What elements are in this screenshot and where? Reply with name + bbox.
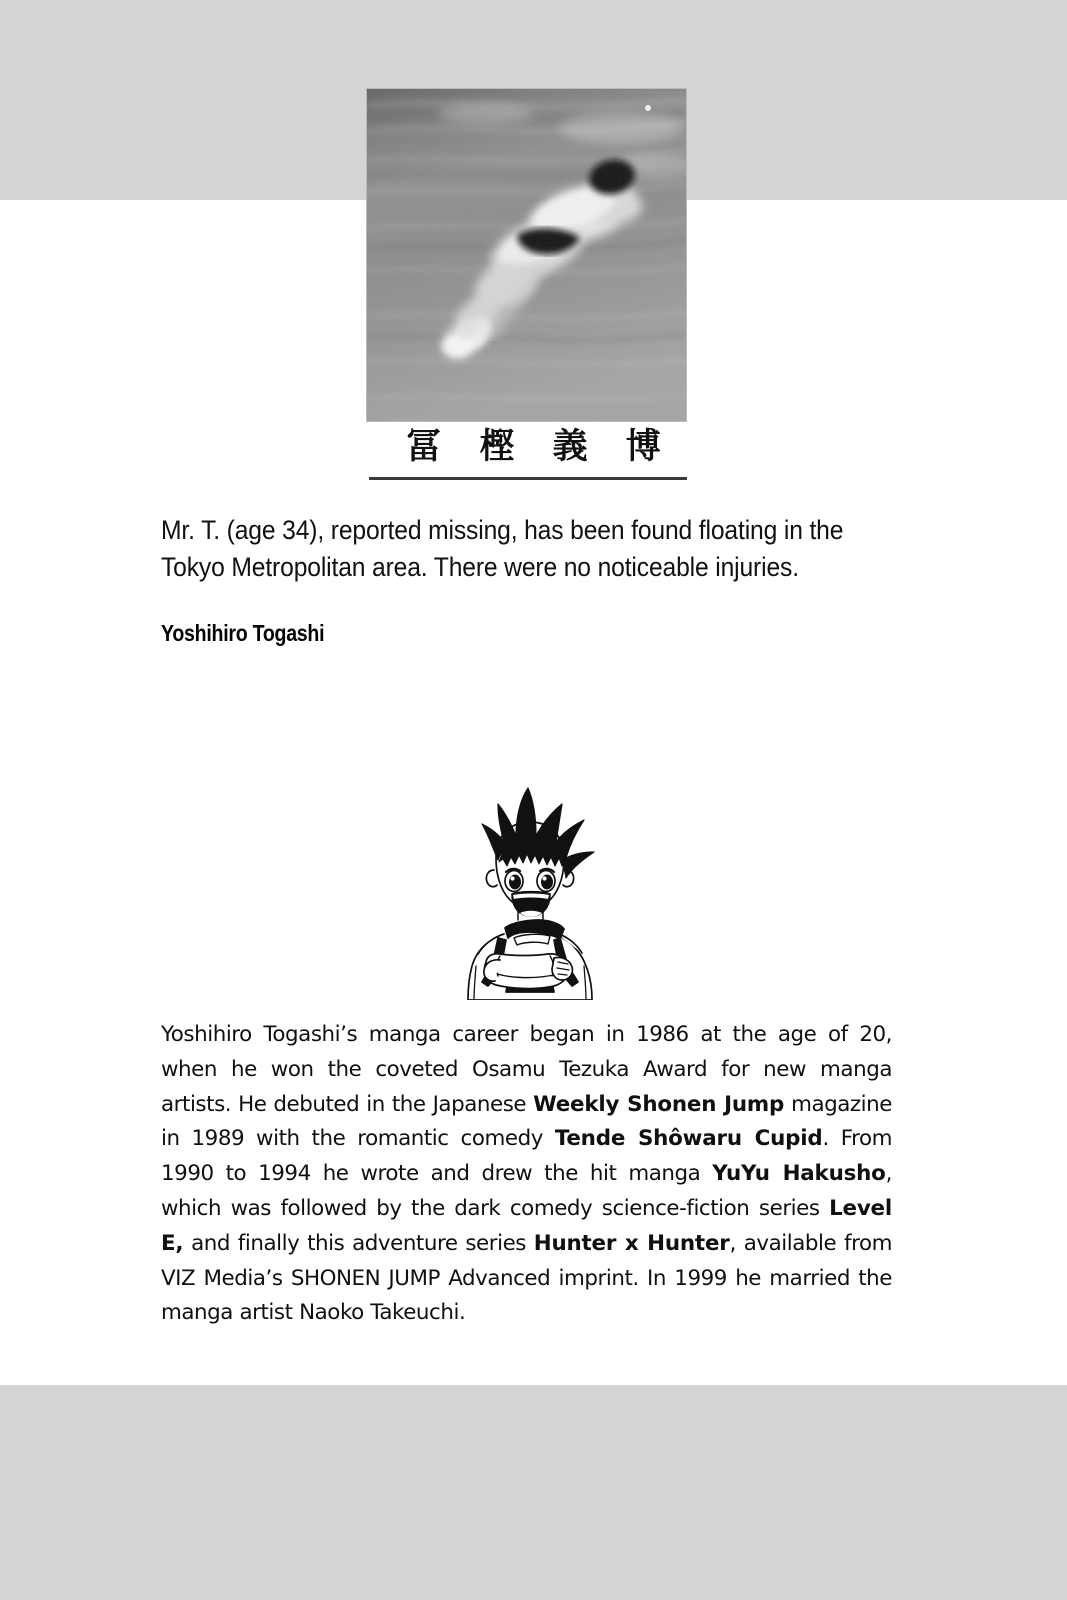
news-blurb-text: Mr. T. (age 34), reported missing, has been found floating in the Tokyo Metropolitan area. There were no noticeable injuries.	[161, 515, 844, 582]
author-photo	[366, 88, 687, 422]
name-underline-rule	[369, 477, 687, 480]
author-biography: Yoshihiro Togashi’s manga career began in 1986 at the age of 20, when he won the coveted Osamu Tezuka Award for new manga artists. He debuted in the Japanese Weekly Shonen Jump magazine in 1989 with the romantic comedy Tende Shôwaru Cupid. From 1990 to 1994 he wrote and drew the hit manga YuYu Hakusho, which was followed by the dark comedy science-fiction series Level E, and finally this adventure series Hunter x Hunter, available from VIZ Media’s SHONEN JUMP Advanced imprint. In 1999 he married the manga artist Naoko Takeuchi.	[161, 1022, 893, 1326]
gon-freecss-illustration	[442, 786, 618, 1000]
author-name-japanese: 冨 樫 義 博	[406, 427, 674, 467]
bottom-bleed-band	[0, 1385, 1067, 1600]
author-signature: Yoshihiro Togashi	[161, 620, 325, 646]
